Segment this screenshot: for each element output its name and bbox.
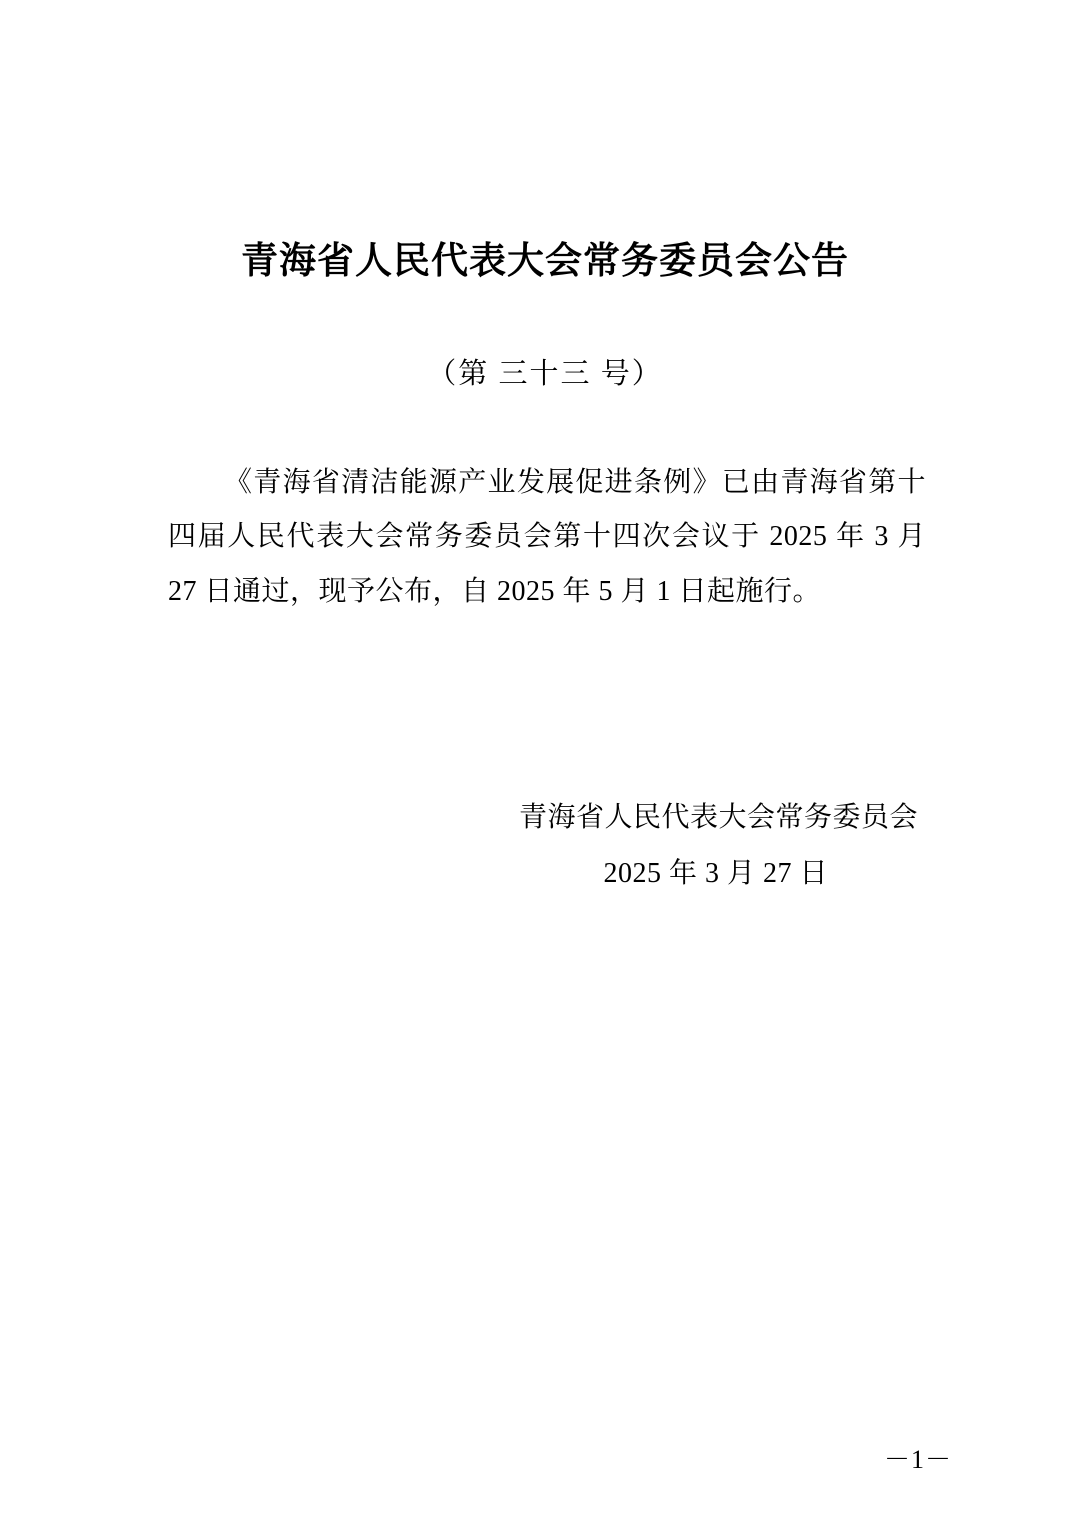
- document-number: （第 三十三 号）: [427, 358, 663, 391]
- announcement-body: 《青海省清洁能源产业发展促进条例》已由青海省第十四届人民代表大会常务委员会第十四次会议于 2025 年 3 月 27 日通过，现予公布，自 2025 年 5 月 1 日起施行。: [168, 466, 926, 607]
- document-content: [150, 0, 940, 902]
- page-number: －1－: [883, 1445, 952, 1474]
- signature-block: [150, 790, 940, 902]
- issue-date: 2025 年 3 月 27 日: [603, 857, 828, 889]
- page-title: 青海省人民代表大会常务委员会公告: [241, 241, 849, 282]
- issuing-organization: 青海省人民代表大会常务委员会: [518, 801, 918, 833]
